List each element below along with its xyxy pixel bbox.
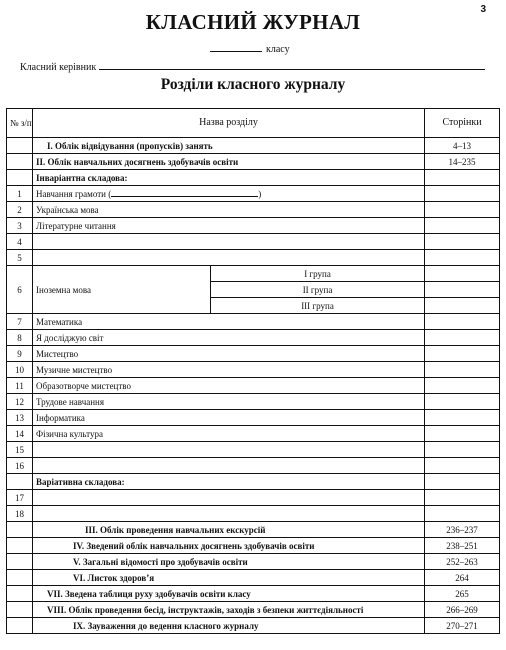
table-row [7, 570, 500, 586]
pages-empty [425, 250, 500, 266]
variative-label: Варіативна складова: [33, 474, 425, 490]
subject-name: Літературне читання [33, 218, 425, 234]
subject-name: Математика [33, 314, 425, 330]
subject-name [33, 490, 425, 506]
subject-name: Трудове навчання [33, 394, 425, 410]
section-pages: 4–13 [425, 138, 500, 154]
sections-subtitle: Розділи класного журналу [160, 76, 346, 93]
section-label: VI. Листок здоров’я [33, 570, 425, 586]
pages-empty [425, 234, 500, 250]
pages-empty [425, 282, 500, 298]
row-number-empty [7, 602, 33, 618]
section-label: IX. Зауваження до ведення класного журналу [33, 618, 425, 634]
section-label: III. Облік проведення навчальних екскурсій [33, 522, 425, 538]
row-number-empty [7, 586, 33, 602]
table-row [7, 394, 500, 410]
row-number: 2 [7, 202, 33, 218]
pages-empty [425, 170, 500, 186]
blank-line [111, 188, 258, 197]
pages-empty [425, 314, 500, 330]
row-number: 9 [7, 346, 33, 362]
journal-title: КЛАСНИЙ ЖУРНАЛ [145, 10, 361, 34]
subject-name: Я досліджую світ [33, 330, 425, 346]
subject-name: Образотворче мистецтво [33, 378, 425, 394]
section-pages: 270–271 [425, 618, 500, 634]
pages-empty [425, 394, 500, 410]
row-number: 4 [7, 234, 33, 250]
section-pages: 266–269 [425, 602, 500, 618]
table-row [7, 378, 500, 394]
subject-name [33, 234, 425, 250]
row-number-empty [7, 570, 33, 586]
table-row [7, 186, 500, 202]
table-row [7, 138, 500, 154]
row-number-empty [7, 138, 33, 154]
table-row [7, 218, 500, 234]
pages-empty [425, 506, 500, 522]
table-row [7, 586, 500, 602]
subject-name [33, 458, 425, 474]
pages-empty [425, 442, 500, 458]
row-number: 3 [7, 218, 33, 234]
section-label: II. Облік навчальних досягнень здобувачів освіти [33, 154, 425, 170]
closing-paren: ) [258, 188, 262, 199]
row-number: 15 [7, 442, 33, 458]
row-number: 12 [7, 394, 33, 410]
row-number: 6 [7, 266, 33, 314]
table-row [7, 458, 500, 474]
section-label: VII. Зведена таблиця руху здобувачів освіти класу [33, 586, 425, 602]
row-number-empty [7, 522, 33, 538]
table-row [7, 618, 500, 634]
table-row [7, 170, 500, 186]
section-label: IV. Зведений облік навчальних досягнень здобувачів освіти [33, 538, 425, 554]
header-name: Назва розділу [33, 109, 425, 138]
table-header-row [7, 109, 500, 138]
pages-empty [425, 330, 500, 346]
row-number: 18 [7, 506, 33, 522]
row-number: 11 [7, 378, 33, 394]
pages-empty [425, 266, 500, 282]
section-pages: 252–263 [425, 554, 500, 570]
section-pages: 265 [425, 586, 500, 602]
class-suffix: класу [266, 44, 290, 55]
pages-empty [425, 410, 500, 426]
teacher-label: Класний керівник [20, 62, 97, 73]
row-number: 14 [7, 426, 33, 442]
row-number-empty [7, 170, 33, 186]
language-group: III група [211, 298, 425, 314]
table-row [7, 266, 500, 282]
pages-empty [425, 346, 500, 362]
section-pages: 264 [425, 570, 500, 586]
pages-empty [425, 474, 500, 490]
pages-empty [425, 490, 500, 506]
table-row [7, 362, 500, 378]
pages-empty [425, 378, 500, 394]
teacher-blank-field [99, 60, 485, 70]
subject-name [33, 186, 425, 202]
section-label: VIII. Облік проведення бесід, інструктажів, заходів з безпеки життєдіяльності [33, 602, 425, 618]
language-group: II група [211, 282, 425, 298]
subject-name [33, 442, 425, 458]
table-row [7, 538, 500, 554]
header-pages: Сторінки [425, 109, 500, 138]
page-number: 3 [480, 4, 486, 15]
pages-empty [425, 298, 500, 314]
table-row [7, 330, 500, 346]
table-row [7, 602, 500, 618]
row-number-empty [7, 538, 33, 554]
table-row [7, 346, 500, 362]
table-row [7, 554, 500, 570]
sections-table [6, 108, 500, 634]
pages-empty [425, 362, 500, 378]
language-group: I група [211, 266, 425, 282]
subject-name: Іноземна мова [33, 266, 211, 314]
teacher-line [20, 60, 485, 73]
header-number: № з/п [7, 109, 33, 138]
pages-empty [425, 426, 500, 442]
row-number-empty [7, 618, 33, 634]
table-row [7, 442, 500, 458]
table-row [7, 250, 500, 266]
row-number-empty [7, 154, 33, 170]
row-number: 5 [7, 250, 33, 266]
subject-name [33, 250, 425, 266]
table-row [7, 202, 500, 218]
section-pages: 14–235 [425, 154, 500, 170]
table-row [7, 410, 500, 426]
row-number: 13 [7, 410, 33, 426]
section-pages: 236–237 [425, 522, 500, 538]
pages-empty [425, 218, 500, 234]
section-label: V. Загальні відомості про здобувачів освіти [33, 554, 425, 570]
table-row [7, 490, 500, 506]
row-number: 1 [7, 186, 33, 202]
row-number-empty [7, 474, 33, 490]
subject-name: Мистецтво [33, 346, 425, 362]
pages-empty [425, 202, 500, 218]
class-blank-field [210, 42, 262, 52]
subject-name: Українська мова [33, 202, 425, 218]
section-pages: 238–251 [425, 538, 500, 554]
class-line [210, 42, 290, 55]
table-row [7, 234, 500, 250]
section-label: I. Облік відвідування (пропусків) занять [33, 138, 425, 154]
row-number: 8 [7, 330, 33, 346]
table-row [7, 314, 500, 330]
invariant-label: Інваріантна складова: [33, 170, 425, 186]
subject-name: Фізична культура [33, 426, 425, 442]
pages-empty [425, 186, 500, 202]
row-number-empty [7, 554, 33, 570]
table-row [7, 506, 500, 522]
table-row [7, 474, 500, 490]
table-row [7, 426, 500, 442]
subject-name-text: Навчання грамоти ( [36, 188, 112, 199]
row-number: 7 [7, 314, 33, 330]
row-number: 10 [7, 362, 33, 378]
table-row [7, 522, 500, 538]
subject-name: Музичне мистецтво [33, 362, 425, 378]
pages-empty [425, 458, 500, 474]
row-number: 16 [7, 458, 33, 474]
row-number: 17 [7, 490, 33, 506]
subject-name: Інформатика [33, 410, 425, 426]
table-row [7, 154, 500, 170]
subject-name [33, 506, 425, 522]
